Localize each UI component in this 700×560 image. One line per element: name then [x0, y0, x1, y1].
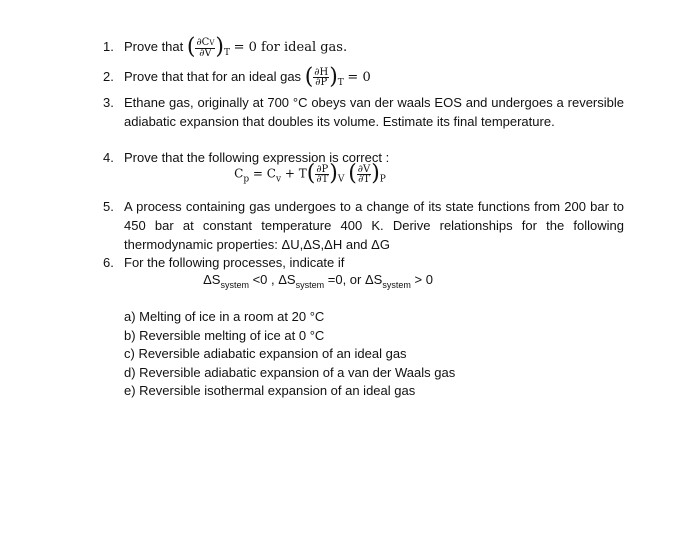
question-number: 2. [103, 69, 114, 84]
question-number: 3. [103, 95, 114, 110]
list-item: d) Reversible adiabatic expansion of a van der Waals gas [124, 364, 456, 380]
question-text: For the following processes, indicate if [124, 255, 345, 270]
question-text: A process containing gas undergoes to a change of its state functions from 200 bar to 450 bar at constant temperature 400 K. Derive relationships for the following thermodynamic properties: ΔU,ΔS,ΔH and ΔG [124, 199, 624, 252]
list-item: b) Reversible melting of ice at 0 °C [124, 327, 325, 343]
process-list [124, 308, 455, 401]
question-text: Prove that that for an ideal gas ( $\frac{\partial H}{\partial P}$ )$_T = 0$ [124, 64, 371, 90]
question-text: Prove that the following expression is correct : [124, 150, 390, 165]
list-item: c) Reversible adiabatic expansion of an ideal gas [124, 346, 407, 361]
question-number: 6. [103, 255, 114, 270]
question-number: 5. [103, 199, 114, 214]
question-number: 4. [103, 150, 114, 165]
paren-open: ( [186, 34, 196, 60]
equation-4: $C_p = C_v + T$( $\frac{\partial P}{\partial T}$ )$_V$ ( $\frac{\partial V}{\partial T}$ )$_P$ [234, 161, 386, 186]
list-item: a) Melting of ice in a room at 20 °C [124, 309, 325, 324]
question-number: 1. [103, 39, 114, 54]
partial-fraction: $\frac{\partial H}{\partial P}$ [314, 67, 329, 89]
list-item: e) Reversible isothermal expansion of an ideal gas [124, 383, 416, 398]
question-text: Prove that ( $\frac{\partial CV}{\partial V}$ )$_T = 0$ for ideal gas. [124, 34, 348, 60]
entropy-conditions: $\Delta S_{system} <0$ , $\Delta S_{system} =0$, or $\Delta S_{system} > 0$ [203, 272, 433, 290]
question-text: Ethane gas, originally at 700 °C obeys van der waals EOS and undergoes a reversible adiabatic expansion that doubles its volume. Estimate its final temperature. [124, 95, 624, 129]
paren-close: ) [215, 34, 224, 60]
partial-fraction: $\frac{\partial CV}{\partial V}$ [196, 36, 215, 59]
